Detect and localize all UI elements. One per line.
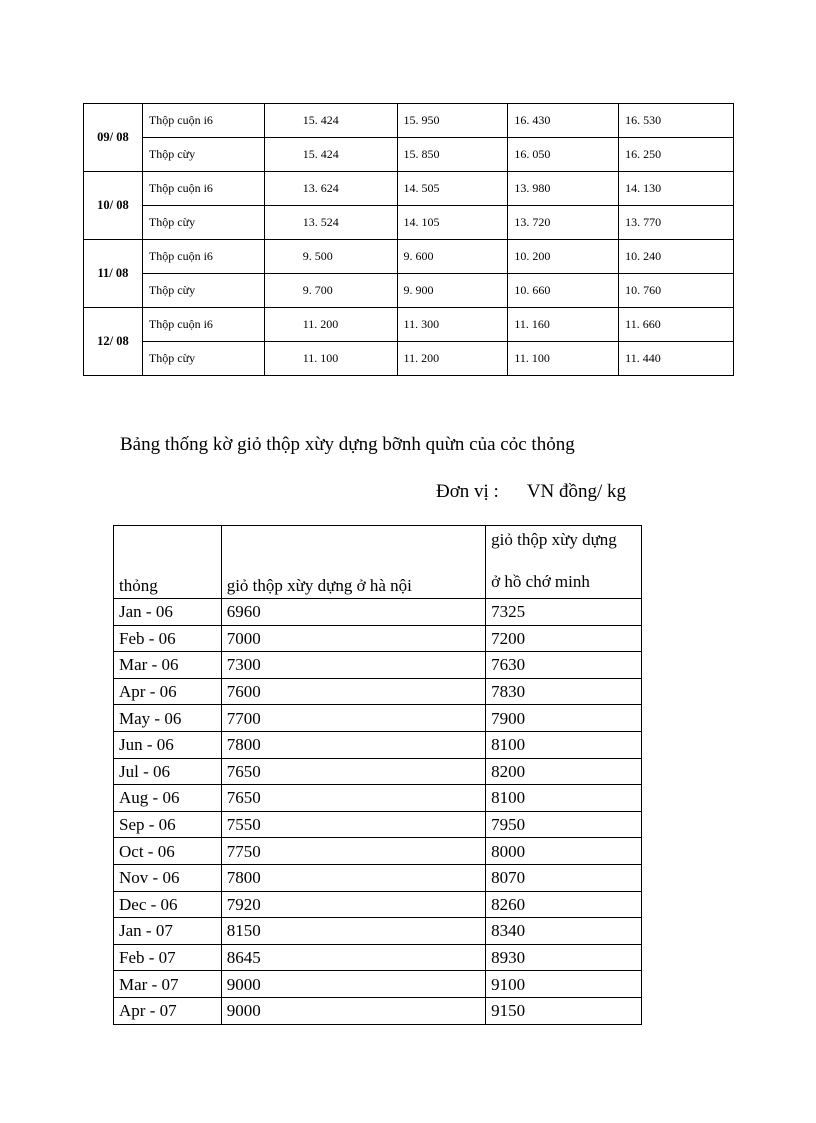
date-cell: 12/ 08 [84,308,143,376]
date-cell: 09/ 08 [84,104,143,172]
table-row [114,971,642,998]
price-cell: 11. 200 [264,308,397,342]
hanoi-price-cell: 7800 [221,864,485,891]
hcm-price-cell: 7200 [486,625,642,652]
price-cell: 13. 624 [264,172,397,206]
date-cell: 10/ 08 [84,172,143,240]
table-row [114,864,642,891]
hcm-price-cell: 8930 [486,944,642,971]
hcm-price-cell: 7950 [486,811,642,838]
price-cell: 9. 600 [397,240,508,274]
table-row [84,274,734,308]
hcm-price-cell: 7830 [486,678,642,705]
table-row [114,731,642,758]
price-cell: 10. 200 [508,240,619,274]
hanoi-price-cell: 7650 [221,758,485,785]
header-hcm-line1: giỏ thộp xừy dựng [491,530,617,549]
table-row [84,308,734,342]
month-cell: Nov - 06 [114,864,222,891]
price-cell: 9. 900 [397,274,508,308]
price-cell: 16. 250 [619,138,734,172]
table-row [84,172,734,206]
table-row [114,918,642,945]
month-cell: Mar - 06 [114,652,222,679]
price-cell: 13. 980 [508,172,619,206]
month-cell: Feb - 06 [114,625,222,652]
hcm-price-cell: 7630 [486,652,642,679]
steel-price-by-date-body [84,104,734,376]
price-cell: 13. 770 [619,206,734,240]
month-cell: Aug - 06 [114,785,222,812]
table-row [84,206,734,240]
month-cell: May - 06 [114,705,222,732]
hanoi-price-cell: 7300 [221,652,485,679]
date-cell: 11/ 08 [84,240,143,308]
table-row [114,997,642,1024]
price-cell: 11. 160 [508,308,619,342]
header-hcm-line2: ở hồ chớ minh [491,572,590,591]
table-row [114,705,642,732]
table-row [114,785,642,812]
unit-line [436,481,626,503]
month-cell: Jun - 06 [114,731,222,758]
monthly-price-body [114,526,642,1025]
hanoi-price-cell: 7600 [221,678,485,705]
type-cell: Thộp cuộn i6 [142,172,264,206]
table-row [84,104,734,138]
price-cell: 14. 505 [397,172,508,206]
price-cell: 11. 660 [619,308,734,342]
type-cell: Thộp cừy [142,206,264,240]
price-cell: 15. 424 [264,104,397,138]
price-cell: 16. 530 [619,104,734,138]
table-row [114,758,642,785]
price-cell: 15. 424 [264,138,397,172]
hanoi-price-cell: 8645 [221,944,485,971]
table-row [114,599,642,626]
month-cell: Apr - 07 [114,997,222,1024]
table-header-row [114,526,642,599]
table-row [114,944,642,971]
month-cell: Sep - 06 [114,811,222,838]
monthly-price-table [113,525,642,1025]
unit-label: Đơn vị : [436,481,499,502]
hcm-price-cell: 9150 [486,997,642,1024]
price-cell: 15. 850 [397,138,508,172]
table-row [84,138,734,172]
unit-value: VN đồng/ kg [526,481,627,502]
header-hcm [486,526,642,599]
hanoi-price-cell: 9000 [221,997,485,1024]
hcm-price-cell: 7900 [486,705,642,732]
steel-price-by-date-table [83,103,734,376]
hcm-price-cell: 9100 [486,971,642,998]
hanoi-price-cell: 8150 [221,918,485,945]
price-cell: 10. 240 [619,240,734,274]
header-month: thỏng [114,526,222,599]
hcm-price-cell: 7325 [486,599,642,626]
hanoi-price-cell: 7000 [221,625,485,652]
type-cell: Thộp cuộn i6 [142,240,264,274]
month-cell: Apr - 06 [114,678,222,705]
price-cell: 16. 430 [508,104,619,138]
hcm-price-cell: 8100 [486,731,642,758]
price-cell: 11. 100 [508,342,619,376]
hcm-price-cell: 8260 [486,891,642,918]
type-cell: Thộp cừy [142,274,264,308]
price-cell: 9. 700 [264,274,397,308]
hanoi-price-cell: 7750 [221,838,485,865]
hanoi-price-cell: 7920 [221,891,485,918]
hanoi-price-cell: 6960 [221,599,485,626]
table-row [114,811,642,838]
hcm-price-cell: 8340 [486,918,642,945]
month-cell: Feb - 07 [114,944,222,971]
price-cell: 10. 660 [508,274,619,308]
hanoi-price-cell: 7800 [221,731,485,758]
price-cell: 9. 500 [264,240,397,274]
table-row [114,625,642,652]
price-cell: 10. 760 [619,274,734,308]
hanoi-price-cell: 7550 [221,811,485,838]
table-row [84,342,734,376]
month-cell: Dec - 06 [114,891,222,918]
hcm-price-cell: 8070 [486,864,642,891]
type-cell: Thộp cuộn i6 [142,308,264,342]
month-cell: Jan - 07 [114,918,222,945]
price-cell: 14. 105 [397,206,508,240]
hcm-price-cell: 8200 [486,758,642,785]
table-row [114,891,642,918]
type-cell: Thộp cừy [142,342,264,376]
month-cell: Jan - 06 [114,599,222,626]
price-cell: 14. 130 [619,172,734,206]
month-cell: Oct - 06 [114,838,222,865]
table-row [114,652,642,679]
table-row [114,678,642,705]
hcm-price-cell: 8000 [486,838,642,865]
price-cell: 11. 100 [264,342,397,376]
price-cell: 11. 300 [397,308,508,342]
header-hanoi: giỏ thộp xừy dựng ở hà nội [221,526,485,599]
type-cell: Thộp cừy [142,138,264,172]
table-row [84,240,734,274]
table-row [114,838,642,865]
price-cell: 15. 950 [397,104,508,138]
price-cell: 11. 440 [619,342,734,376]
hcm-price-cell: 8100 [486,785,642,812]
hanoi-price-cell: 9000 [221,971,485,998]
type-cell: Thộp cuộn i6 [142,104,264,138]
price-cell: 16. 050 [508,138,619,172]
month-cell: Mar - 07 [114,971,222,998]
price-cell: 13. 524 [264,206,397,240]
price-cell: 11. 200 [397,342,508,376]
month-cell: Jul - 06 [114,758,222,785]
page-title: Bảng thống kờ giỏ thộp xừy dựng bỡnh quừn của cỏc thỏng [120,434,575,455]
hanoi-price-cell: 7700 [221,705,485,732]
price-cell: 13. 720 [508,206,619,240]
hanoi-price-cell: 7650 [221,785,485,812]
